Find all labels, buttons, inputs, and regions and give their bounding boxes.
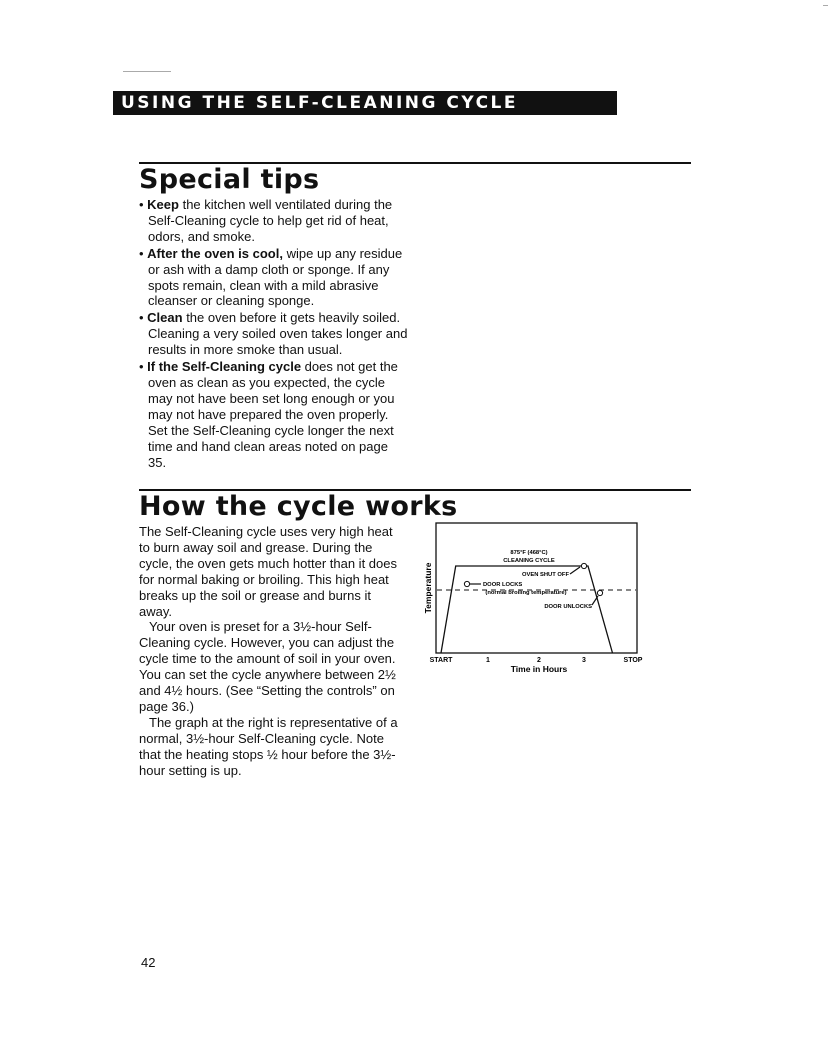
- door-unlocks-marker: [597, 590, 602, 595]
- paragraph: The graph at the right is representative of a normal, 3½-hour Self-Cleaning cycle. Note that the heating stops ½ hour before the 3½-hour setting is up.: [139, 714, 398, 778]
- paragraph: The Self-Cleaning cycle uses very high heat to burn away soil and grease. During the cycle, the oven gets much hotter than it does for normal baking or broiling. This high heat breaks up the soil or grease and burns it away.: [139, 524, 397, 619]
- special-tips-heading: Special tips: [139, 164, 320, 195]
- oven-off-arrow: [570, 567, 580, 574]
- door-locks-label: DOOR LOCKS: [483, 582, 523, 588]
- section-title: USING THE SELF-CLEANING CYCLE: [121, 93, 518, 113]
- tip-item: • After the oven is cool, wipe up any residue or ash with a damp cloth or sponge. If any spots remain, clean with a mild abrasive cleanser or cleaning sponge.: [139, 245, 403, 309]
- tip-item: • Clean the oven before it gets heavily soiled. Cleaning a very soiled oven takes longer and results in more smoke than usual.: [139, 310, 408, 358]
- y-axis-label: Temperature: [423, 562, 433, 614]
- peak-cycle-label: CLEANING CYCLE: [503, 558, 555, 564]
- x-tick-label: 2: [537, 657, 541, 664]
- x-tick-label: 1: [486, 657, 490, 664]
- peak-temp-label: 875°F (468°C): [510, 550, 548, 556]
- oven-shut-off-label: OVEN SHUT OFF: [521, 572, 569, 578]
- tip-text: the oven before it gets heavily soiled. Cleaning a very soiled oven takes longer and results in more smoke than usual.: [148, 310, 408, 358]
- tip-item: • Keep the kitchen well ventilated during the Self-Cleaning cycle to help get rid of heat, odors, and smoke.: [139, 197, 393, 244]
- tip-lead: If the Self-Cleaning cycle: [147, 359, 302, 375]
- door-unlocks-label: DOOR UNLOCKS: [544, 604, 592, 610]
- x-axis-label: Time in Hours: [510, 664, 568, 674]
- paragraph: Your oven is preset for a 3½-hour Self-Cleaning cycle. However, you can adjust the cycle time to the amount of soil in your oven. You can set the cycle anywhere between 2½ and 4½ hours. (See “Setting the controls” on page 36.): [139, 619, 396, 714]
- tip-lead: Keep: [147, 197, 179, 212]
- reference-line-label: (normal broiling temperature): [485, 590, 567, 596]
- tip-text: the kitchen well ventilated during the Self-Cleaning cycle to help get rid of heat, odors, and smoke.: [148, 197, 393, 244]
- tip-lead: After the oven is cool,: [147, 245, 283, 261]
- tip-lead: Clean: [147, 310, 183, 326]
- tip-text: wipe up any residue or ash with a damp cloth or sponge. If any spots remain, clean with a mild abrasive cleanser or cleaning sponge.: [148, 245, 403, 309]
- oven-off-marker: [581, 563, 586, 568]
- how-cycle-works-heading: How the cycle works: [139, 491, 458, 522]
- tip-text: does not get the oven as clean as you expected, the cycle may not have been set long enough or you may not have prepared the oven properly. Set the Self-Cleaning cycle longer the next time and hand clean areas noted on page 35.: [148, 359, 398, 470]
- x-tick-labels: [430, 657, 643, 664]
- tip-item: • If the Self-Cleaning cycle does not get the oven as clean as you expected, the cycle may not have been set long enough or you may not have prepared the oven properly. Set the Self-Cleaning cycle longer the next time and hand clean areas noted on page 35.: [139, 359, 398, 470]
- x-tick-label: STOP: [623, 657, 643, 664]
- x-tick-label: 3: [582, 657, 586, 664]
- x-tick-label: START: [429, 657, 453, 664]
- page-number: 42: [141, 955, 156, 970]
- door-locks-marker: [464, 581, 469, 586]
